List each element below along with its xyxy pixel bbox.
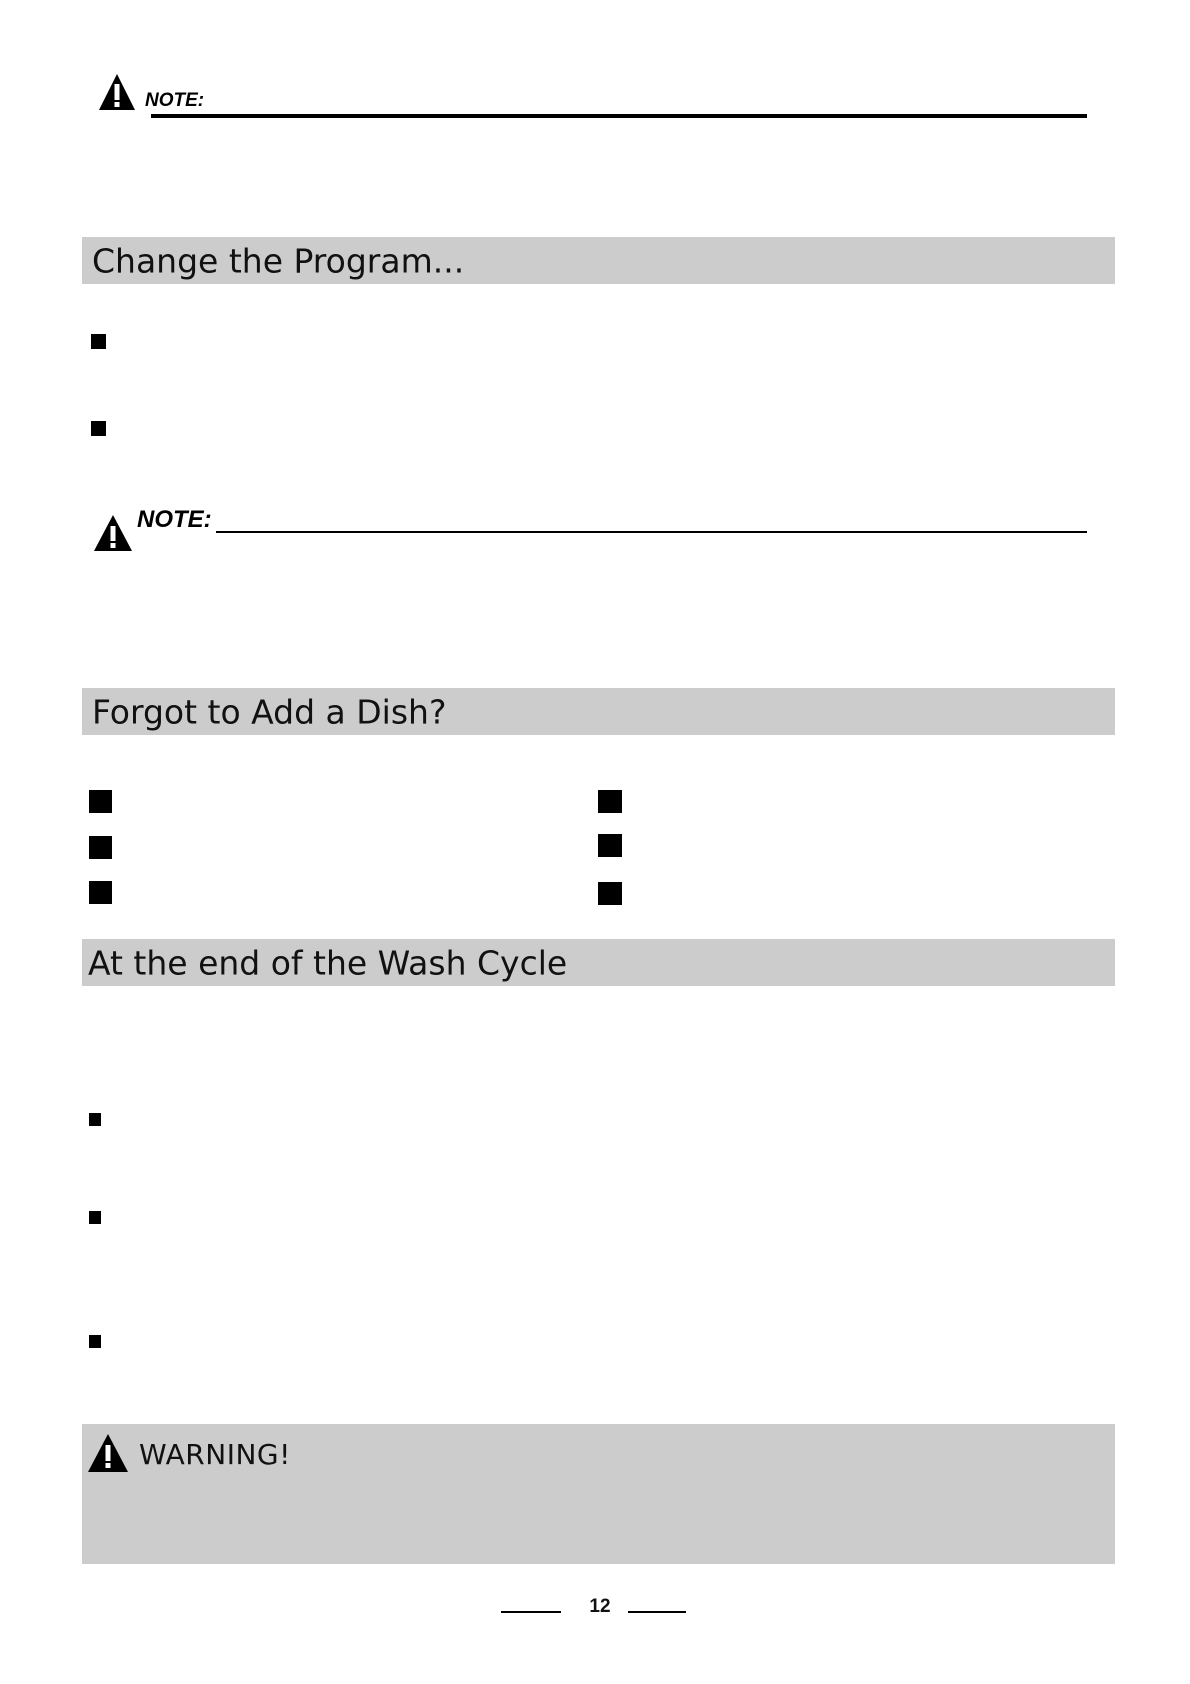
list-bullet (89, 1335, 101, 1348)
list-bullet (89, 1211, 101, 1224)
note-label-middle: NOTE: (137, 506, 212, 533)
warning-triangle-icon (97, 72, 137, 112)
footer-rule-left (501, 1611, 561, 1613)
list-bullet (91, 421, 106, 436)
list-bullet (598, 834, 622, 857)
warning-triangle-icon (86, 1432, 130, 1474)
section-end-cycle (82, 939, 1115, 986)
list-bullet (89, 790, 112, 813)
section-title: Change the Program... (92, 241, 465, 280)
list-bullet (89, 836, 112, 859)
warning-label: WARNING! (139, 1438, 291, 1471)
page-number: 12 (589, 1596, 611, 1617)
warning-box (82, 1424, 1115, 1564)
section-change-program (82, 237, 1115, 284)
list-bullet (598, 790, 622, 813)
note-label-top: NOTE: (145, 90, 205, 111)
section-title: Forgot to Add a Dish? (92, 692, 447, 731)
warning-triangle-icon (92, 513, 134, 553)
note-rule-top (151, 114, 1087, 118)
list-bullet (91, 334, 106, 349)
footer-rule-right (628, 1611, 686, 1613)
note-rule-middle (216, 531, 1087, 533)
list-bullet (598, 882, 622, 905)
section-forgot-dish (82, 688, 1115, 735)
list-bullet (89, 1113, 101, 1126)
list-bullet (89, 881, 112, 904)
section-title: At the end of the Wash Cycle (88, 943, 568, 982)
